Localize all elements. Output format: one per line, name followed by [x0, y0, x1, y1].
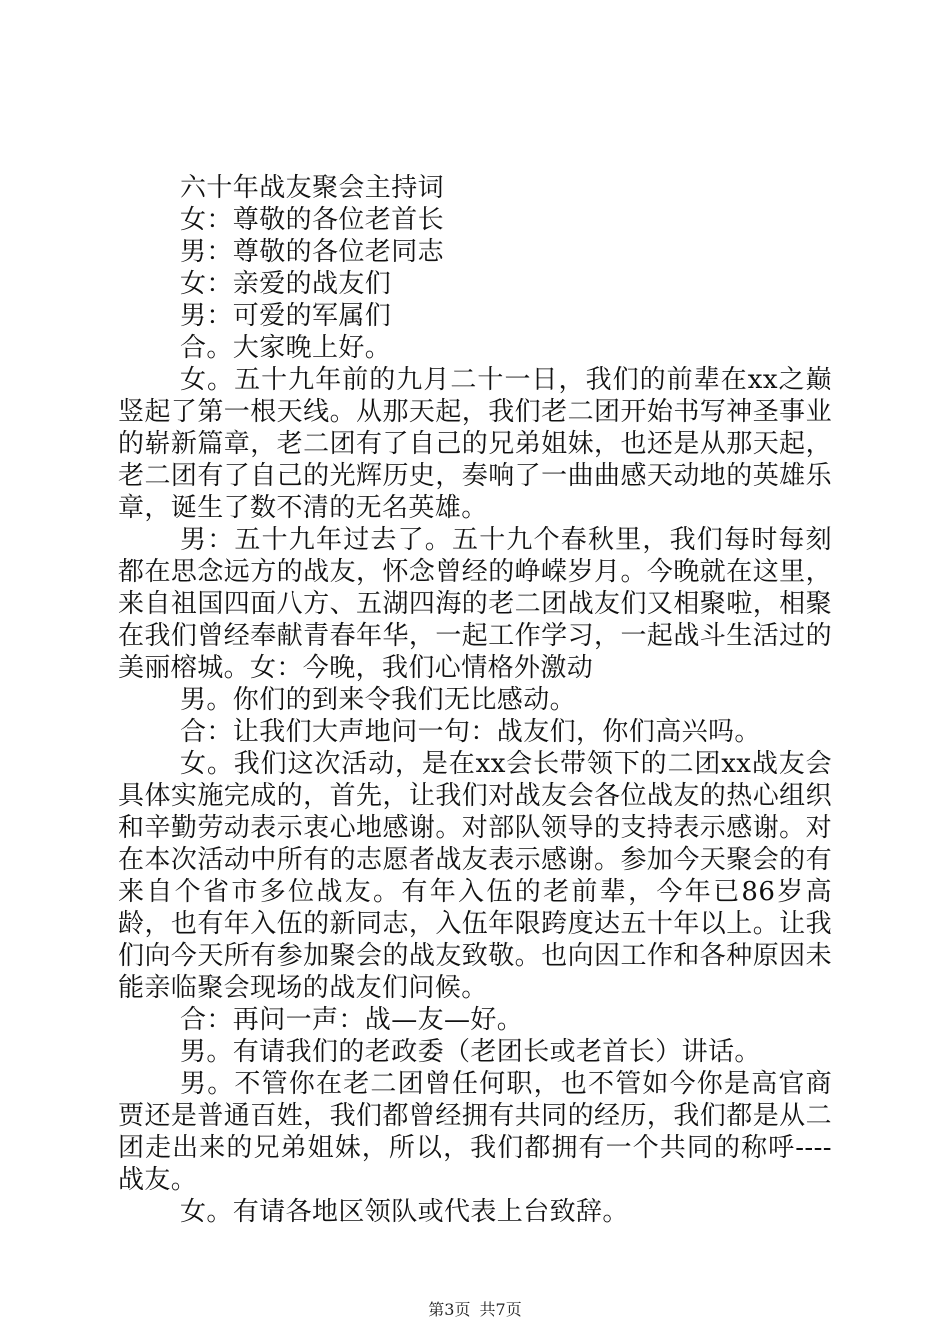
paragraph: 合：再问一声：战—友—好。	[180, 1005, 524, 1035]
paragraph: 合。大家晚上好。	[180, 333, 392, 363]
paragraph: 男。有请我们的老政委（老团长或老首长）讲话。	[180, 1037, 761, 1067]
page-total: 共7页	[479, 1300, 522, 1319]
paragraph: 女：尊敬的各位老首长	[180, 205, 445, 235]
paragraph: 女。五十九年前的九月二十一日，我们的前辈在xx之巅竖起了第一根天线。从那天起，我们老二团开始书写神圣事业的崭新篇章，老二团有了自己的兄弟姐妹，也还是从那天起，老二团有了自己的光辉历史，奏响了一曲曲感天动地的英雄乐章，诞生了数不清的无名英雄。	[118, 365, 832, 523]
paragraph: 男：五十九年过去了。五十九个春秋里，我们每时每刻都在思念远方的战友，怀念曾经的峥嵘岁月。今晚就在这里，来自祖国四面八方、五湖四海的老二团战友们又相聚啦，相聚在我们曾经奉献青春年华，一起工作学习，一起战斗生活过的美丽榕城。女：今晚，我们心情格外激动	[118, 525, 832, 683]
document-title: 六十年战友聚会主持词	[180, 173, 445, 203]
paragraph: 合：让我们大声地问一句：战友们，你们高兴吗。	[180, 717, 761, 747]
document-body	[118, 172, 832, 1228]
paragraph: 男：尊敬的各位老同志	[180, 237, 445, 267]
paragraph: 女。我们这次活动，是在xx会长带领下的二团xx战友会具体实施完成的，首先，让我们对战友会各位战友的热心组织和辛勤劳动表示衷心地感谢。对部队领导的支持表示感谢。对在本次活动中所有的志愿者战友表示感谢。参加今天聚会的有来自个省市多位战友。有年入伍的老前辈，今年已86岁高龄，也有年入伍的新同志，入伍年限跨度达五十年以上。让我们向今天所有参加聚会的战友致敬。也向因工作和各种原因未能亲临聚会现场的战友们问候。	[118, 749, 832, 1003]
paragraph: 男。你们的到来令我们无比感动。	[180, 685, 577, 715]
paragraph: 男。不管你在老二团曾任何职，也不管如今你是高官商贾还是普通百姓，我们都曾经拥有共同的经历，我们都是从二团走出来的兄弟姐妹，所以，我们都拥有一个共同的称呼----战友。	[118, 1069, 832, 1195]
page-number: 第3页	[428, 1300, 471, 1319]
paragraph: 男：可爱的军属们	[180, 301, 392, 331]
page-footer	[0, 1300, 950, 1320]
paragraph: 女：亲爱的战友们	[180, 269, 392, 299]
paragraph: 女。有请各地区领队或代表上台致辞。	[180, 1197, 629, 1227]
